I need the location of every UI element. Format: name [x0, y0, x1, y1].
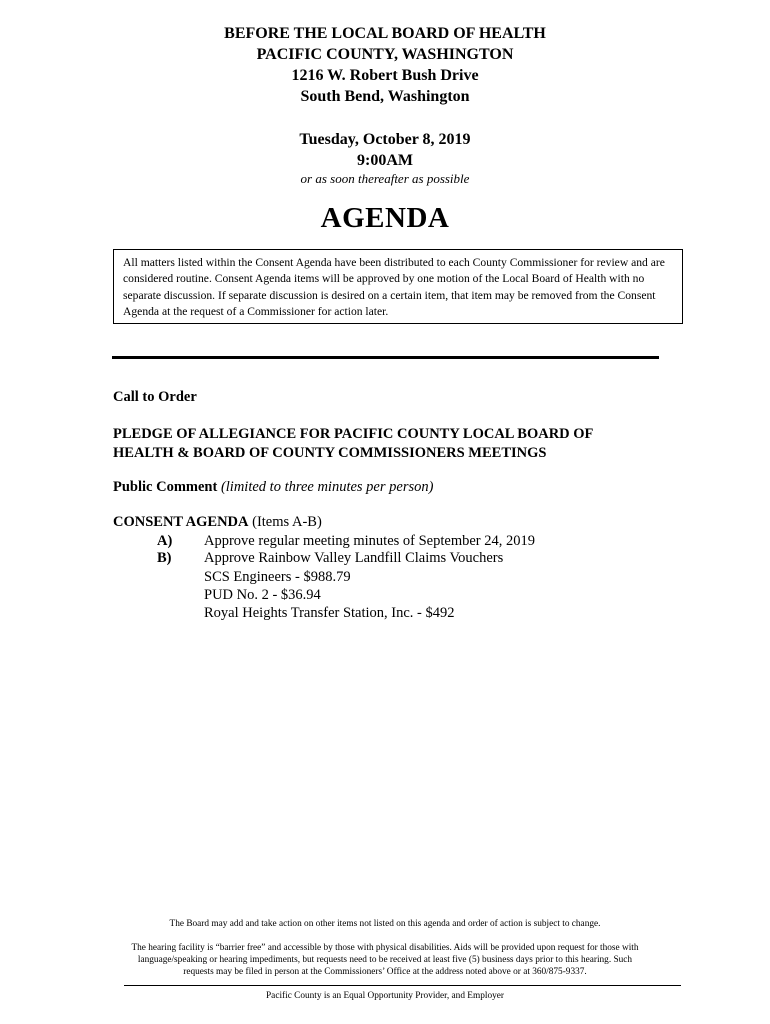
- header-line-county: PACIFIC COUNTY, WASHINGTON: [256, 46, 514, 63]
- page-title: AGENDA: [320, 202, 450, 234]
- consent-agenda-heading: [113, 514, 322, 531]
- public-comment: [113, 479, 433, 496]
- footer-divider: [124, 985, 681, 986]
- pledge-of-allegiance: [113, 425, 593, 463]
- accessibility-line-3: requests may be filed in person at the Commissioners’ Office at the address noted above or at 360/875-9337.: [183, 967, 587, 977]
- accessibility-line-2: language/speaking or hearing impediments, but requests need to be received at least five (5) business days prior to this hearing. Such: [137, 955, 633, 965]
- header-block: [0, 23, 770, 107]
- call-to-order: Call to Order: [113, 389, 197, 405]
- header-line-board: BEFORE THE LOCAL BOARD OF HEALTH: [224, 25, 546, 42]
- public-comment-note: (limited to three minutes per person): [220, 479, 434, 495]
- consent-notice-box: [113, 249, 683, 324]
- consent-item-a-text: Approve regular meeting minutes of September 24, 2019: [204, 533, 536, 549]
- voucher-pud-no-2: PUD No. 2 - $36.94: [204, 587, 321, 603]
- meeting-time: 9:00AM: [357, 152, 413, 169]
- meeting-datetime: [0, 129, 770, 171]
- item-letter: B): [157, 550, 172, 566]
- header-line-city: South Bend, Washington: [300, 88, 470, 105]
- pledge-line-1: PLEDGE OF ALLEGIANCE FOR PACIFIC COUNTY LOCAL BOARD OF: [113, 426, 594, 442]
- consent-item-b-letter: [157, 550, 172, 567]
- voucher-scs-engineers: SCS Engineers - $988.79: [204, 569, 351, 585]
- footer-accessibility: [0, 942, 770, 978]
- consent-agenda-range: (Items A-B): [252, 514, 322, 530]
- consent-agenda-label: CONSENT AGENDA: [113, 514, 249, 530]
- header-line-address: 1216 W. Robert Bush Drive: [291, 67, 479, 84]
- footer-notice: The Board may add and take action on other items not listed on this agenda and order of action is subject to change.: [169, 919, 601, 929]
- public-comment-label: Public Comment: [113, 479, 218, 495]
- consent-notice-text: All matters listed within the Consent Agenda have been distributed to each County Commissioner for review and are considered routine. Consent Agenda items will be approved by one motion of the Local Board of Health with no separate discussion. If separate discussion is desired on a certain item, that item may be removed from the Consent Agenda at the request of a Commissioner for action later.: [123, 256, 665, 319]
- consent-item-b-text: Approve Rainbow Valley Landfill Claims Vouchers: [204, 550, 504, 566]
- voucher-royal-heights: Royal Heights Transfer Station, Inc. - $492: [204, 605, 455, 621]
- pledge-line-2: HEALTH & BOARD OF COUNTY COMMISSIONERS MEETINGS: [113, 445, 547, 461]
- consent-item-a-letter: [157, 533, 172, 550]
- meeting-date: Tuesday, October 8, 2019: [299, 131, 471, 148]
- consent-item-b-details: [204, 568, 455, 622]
- footer-eoe: Pacific County is an Equal Opportunity Provider, and Employer: [266, 991, 504, 1001]
- section-divider: [112, 356, 659, 359]
- accessibility-line-1: The hearing facility is “barrier free” and accessible by those with physical disabilities. Aids will be provided upon request for those with: [131, 943, 639, 953]
- item-letter: A): [157, 533, 173, 549]
- meeting-note: or as soon thereafter as possible: [300, 171, 470, 186]
